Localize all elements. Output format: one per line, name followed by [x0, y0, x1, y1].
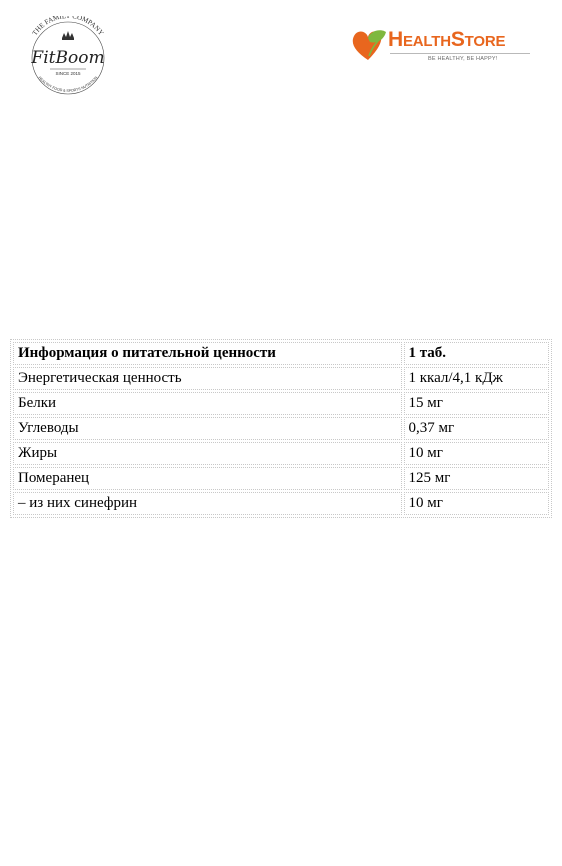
table-row: [13, 442, 549, 465]
healthstore-logo: [350, 26, 535, 72]
nutrient-value: 10 мг: [404, 492, 550, 515]
healthstore-divider: [390, 53, 530, 54]
crown-icon: [62, 31, 74, 40]
table-row: [13, 492, 549, 515]
nutrient-value: 0,37 мг: [404, 417, 550, 440]
heart-leaf-icon: [350, 26, 388, 62]
nutrient-value: 125 мг: [404, 467, 550, 490]
nutrient-label: Углеводы: [13, 417, 402, 440]
healthstore-slogan: BE HEALTHY, BE HAPPY!: [428, 56, 498, 62]
nutrient-label: Померанец: [13, 467, 402, 490]
nutrient-label: – из них синефрин: [13, 492, 402, 515]
table-row: [13, 367, 549, 390]
fitboom-wordmark: FitBoom: [31, 48, 105, 68]
nutrient-label: Энергетическая ценность: [13, 367, 402, 390]
table-row: [13, 417, 549, 440]
nutrient-label: Белки: [13, 392, 402, 415]
table-row: [13, 467, 549, 490]
healthstore-wordmark: HealthStore: [388, 28, 506, 51]
fitboom-emblem: [22, 16, 114, 96]
nutrition-table: [10, 339, 552, 518]
table-row: [13, 392, 549, 415]
fitboom-since: SINCE 2015: [55, 71, 81, 76]
fitboom-logo: [22, 16, 114, 96]
fitboom-arc-text: THE FAMILY COMPANY: [30, 16, 106, 38]
nutrient-label: Жиры: [13, 442, 402, 465]
table-header-row: [13, 342, 549, 365]
nutrient-value: 15 мг: [404, 392, 550, 415]
table-header-label: Информация о питательной ценности: [13, 342, 402, 365]
nutrient-value: 1 ккал/4,1 кДж: [404, 367, 550, 390]
nutrient-value: 10 мг: [404, 442, 550, 465]
table-header-value: 1 таб.: [404, 342, 550, 365]
fitboom-bottom-text: HEALTHY FOOD & SPORTS NUTRITION: [37, 75, 99, 93]
